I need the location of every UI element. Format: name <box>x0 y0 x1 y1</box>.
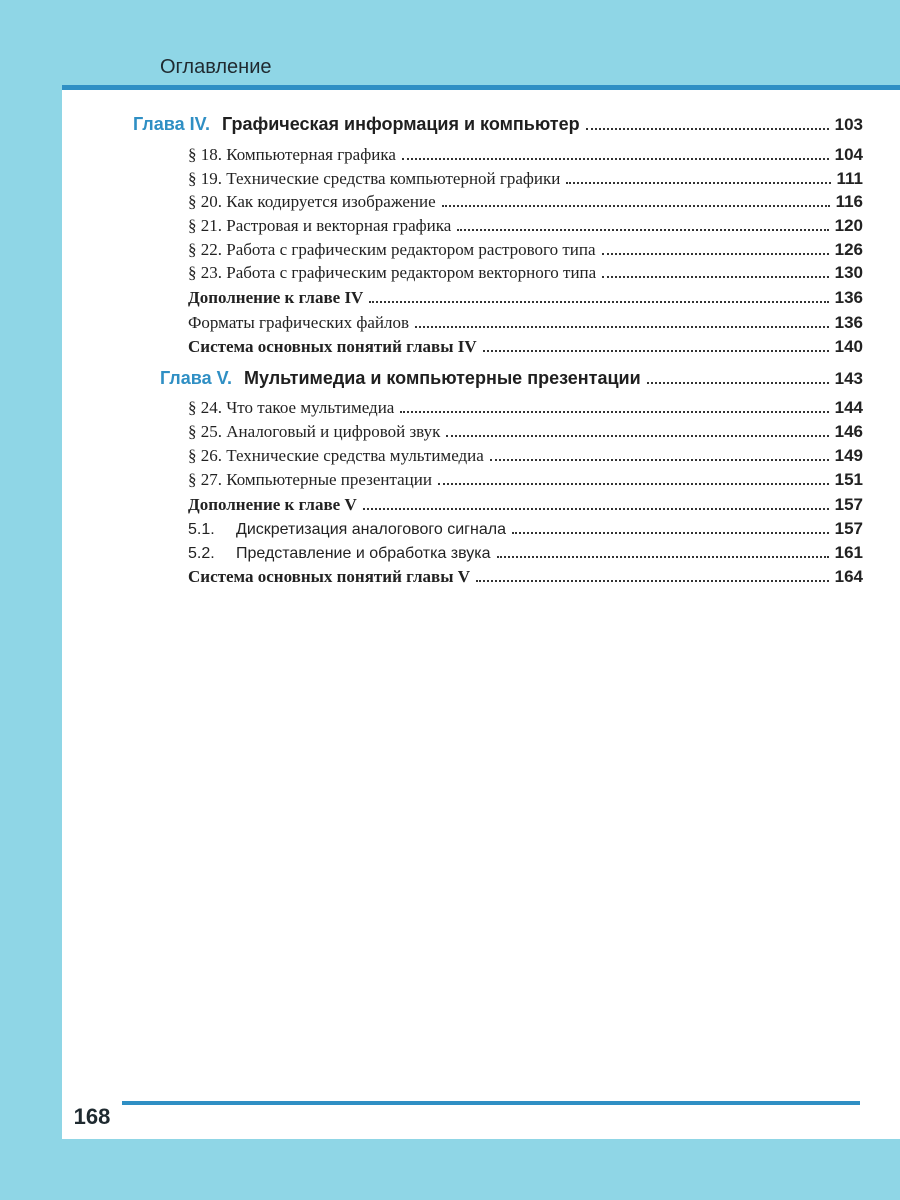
page-number-footer: 168 <box>73 1104 111 1129</box>
toc-entry[interactable] <box>188 312 863 334</box>
toc-entry-appendix[interactable] <box>188 494 863 516</box>
page-number: 111 <box>836 169 863 188</box>
entry-title: § 23. Работа с графическим редактором векторного типа <box>188 263 597 282</box>
dot-leader <box>415 326 829 328</box>
page-number: 104 <box>834 145 863 164</box>
toc-entry-subsection[interactable] <box>188 518 863 541</box>
toc-entry[interactable] <box>188 397 863 419</box>
page-number: 140 <box>834 337 863 356</box>
page-number: 164 <box>834 567 863 586</box>
page-header-title: Оглавление <box>160 56 272 78</box>
entry-title: § 18. Компьютерная графика <box>188 145 396 164</box>
entry-title: Дискретизация аналогового сигнала <box>236 521 506 538</box>
dot-leader <box>566 182 830 184</box>
chapter-title: Графическая информация и компьютер <box>221 114 580 134</box>
dot-leader <box>402 158 829 160</box>
toc-entry[interactable] <box>188 144 863 166</box>
entry-number: 5.2. <box>188 545 215 562</box>
toc-entry-summary[interactable] <box>188 566 863 588</box>
toc-entry[interactable] <box>188 215 863 237</box>
entry-title: Дополнение к главе V <box>188 495 357 514</box>
toc-chapter-4[interactable] <box>133 113 863 136</box>
toc-entry[interactable] <box>188 445 863 467</box>
entry-title: § 22. Работа с графическим редактором растрового типа <box>188 240 596 259</box>
chapter-label: Глава IV. <box>133 114 210 134</box>
entry-title: § 21. Растровая и векторная графика <box>188 216 452 235</box>
page-number: 157 <box>834 495 863 514</box>
page-number: 143 <box>834 369 863 388</box>
entry-title: Дополнение к главе IV <box>188 288 364 307</box>
entry-title: § 20. Как кодируется изображение <box>188 192 436 211</box>
entry-title: § 24. Что такое мультимедиа <box>188 398 395 417</box>
toc-entry-appendix[interactable] <box>188 287 863 309</box>
footer-divider <box>122 1101 860 1105</box>
dot-leader <box>476 580 829 582</box>
dot-leader <box>586 128 829 130</box>
page-number: 151 <box>834 470 863 489</box>
page-number: 120 <box>834 216 863 235</box>
entry-title: Форматы графических файлов <box>188 313 409 332</box>
dot-leader <box>512 532 829 534</box>
dot-leader <box>457 229 828 231</box>
entry-number: 5.1. <box>188 521 215 538</box>
page-number: 149 <box>834 446 863 465</box>
bottom-color-band <box>0 1139 900 1200</box>
entry-title: § 27. Компьютерные презентации <box>188 470 432 489</box>
toc-entry[interactable] <box>188 421 863 443</box>
page-number: 146 <box>834 422 863 441</box>
toc-entry[interactable] <box>188 239 863 261</box>
dot-leader <box>483 350 829 352</box>
dot-leader <box>497 556 829 558</box>
toc-chapter-5[interactable] <box>160 367 863 390</box>
toc-entry-summary[interactable] <box>188 336 863 358</box>
dot-leader <box>602 253 829 255</box>
page-number: 136 <box>834 313 863 332</box>
toc-entry[interactable] <box>188 191 863 213</box>
page-number: 161 <box>834 543 863 562</box>
toc-entry-subsection[interactable] <box>188 542 863 565</box>
toc-entry[interactable] <box>188 469 863 491</box>
dot-leader <box>369 301 828 303</box>
chapter-title: Мультимедиа и компьютерные презентации <box>243 368 641 388</box>
entry-title: § 26. Технические средства мультимедиа <box>188 446 484 465</box>
page-number: 136 <box>834 288 863 307</box>
dot-leader <box>442 205 830 207</box>
toc-entry[interactable] <box>188 262 863 284</box>
page-number: 103 <box>834 115 863 134</box>
dot-leader <box>647 382 829 384</box>
toc-entry[interactable] <box>188 168 863 190</box>
page-number: 144 <box>834 398 863 417</box>
dot-leader <box>438 483 829 485</box>
dot-leader <box>363 508 829 510</box>
entry-title: Представление и обработка звука <box>236 545 491 562</box>
dot-leader <box>400 411 828 413</box>
dot-leader <box>602 276 828 278</box>
entry-title: § 25. Аналоговый и цифровой звук <box>188 422 441 441</box>
page-number: 126 <box>834 240 863 259</box>
page-number: 116 <box>835 192 863 211</box>
chapter-label: Глава V. <box>160 368 232 388</box>
entry-title: Система основных понятий главы IV <box>188 337 477 356</box>
dot-leader <box>446 435 828 437</box>
entry-title: § 19. Технические средства компьютерной графики <box>188 169 561 188</box>
entry-title: Система основных понятий главы V <box>188 567 470 586</box>
page-number: 157 <box>834 519 863 538</box>
page-number: 130 <box>834 263 863 282</box>
dot-leader <box>490 459 829 461</box>
